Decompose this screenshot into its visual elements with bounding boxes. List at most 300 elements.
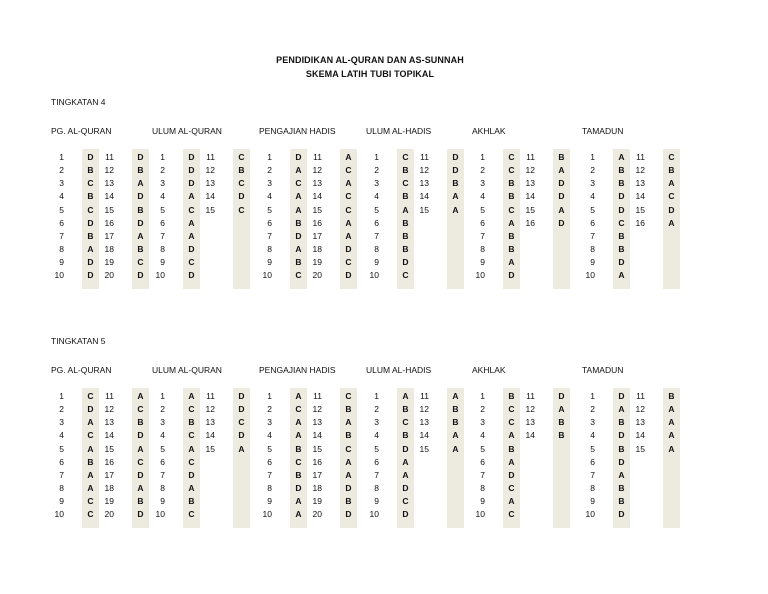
question-number: 13	[104, 417, 114, 428]
question-number: 14	[525, 430, 535, 441]
question-number: 7	[374, 230, 379, 241]
question-number: 7	[160, 230, 165, 241]
section-header: PG. AL-QURAN	[51, 126, 112, 136]
question-number: 11	[206, 391, 215, 401]
answer-key: A	[452, 430, 459, 441]
answer-key: B	[508, 391, 515, 401]
question-number: 8	[374, 483, 379, 494]
question-number: 5	[160, 443, 165, 454]
answer-key: C	[345, 191, 352, 202]
question-number: 8	[59, 483, 64, 494]
question-number: 17	[312, 469, 322, 480]
answer-key: D	[188, 469, 195, 480]
answer-key: C	[238, 204, 245, 215]
question-number: 5	[267, 204, 272, 215]
answer-key: B	[402, 230, 409, 241]
question-number: 18	[104, 483, 114, 494]
question-number: 15	[635, 443, 645, 454]
answer-key: A	[295, 191, 302, 202]
question-number: 15	[104, 443, 114, 454]
answer-key: C	[137, 257, 144, 268]
section-header: TAMADUN	[582, 365, 624, 375]
question-number: 1	[59, 391, 64, 401]
question-number: 12	[205, 165, 215, 176]
answer-key: D	[295, 152, 302, 162]
question-number: 13	[635, 417, 645, 428]
question-number: 16	[525, 217, 535, 228]
answer-key: A	[452, 443, 459, 454]
answer-key: D	[238, 391, 245, 401]
question-number: 12	[419, 165, 429, 176]
question-number: 2	[374, 165, 379, 176]
answer-key: B	[402, 191, 409, 202]
answer-key: B	[137, 204, 144, 215]
section-header: ULUM AL-QURAN	[152, 126, 222, 136]
answer-key: B	[345, 430, 352, 441]
question-number: 7	[590, 230, 595, 241]
answer-key: B	[618, 443, 625, 454]
answer-key: D	[618, 204, 625, 215]
question-number: 11	[526, 152, 535, 162]
answer-key: B	[87, 230, 94, 241]
answer-key: B	[137, 244, 144, 255]
question-number: 4	[160, 191, 165, 202]
answer-key: B	[402, 430, 409, 441]
question-number: 8	[267, 244, 272, 255]
answer-key: B	[87, 191, 94, 202]
answer-key: C	[668, 191, 675, 202]
question-number: 20	[104, 509, 114, 520]
question-number: 10	[262, 270, 272, 281]
question-number: 18	[312, 483, 322, 494]
answer-key: B	[618, 244, 625, 255]
answer-key: D	[295, 483, 302, 494]
answer-key: A	[137, 483, 144, 494]
tingkatan-label: TINGKATAN 4	[51, 97, 106, 107]
question-number: 7	[267, 230, 272, 241]
question-number: 11	[636, 152, 645, 162]
question-number: 12	[525, 165, 535, 176]
answer-key: A	[87, 244, 94, 255]
question-number: 7	[480, 469, 485, 480]
answer-key: B	[618, 165, 625, 176]
question-number: 14	[525, 191, 535, 202]
answer-key: D	[452, 165, 459, 176]
question-number: 8	[160, 483, 165, 494]
answer-key: B	[295, 469, 302, 480]
question-number: 13	[312, 178, 322, 189]
question-number: 1	[590, 391, 595, 401]
answer-key: D	[402, 483, 409, 494]
question-number: 13	[635, 178, 645, 189]
answer-key: A	[508, 217, 515, 228]
question-number: 4	[374, 191, 379, 202]
question-number: 12	[205, 404, 215, 415]
answer-key: C	[508, 417, 515, 428]
answer-key: B	[87, 456, 94, 467]
question-number: 9	[590, 496, 595, 507]
answer-key: A	[402, 469, 409, 480]
question-number: 13	[205, 178, 215, 189]
answer-key: C	[345, 257, 352, 268]
answer-key: A	[668, 404, 675, 415]
answer-key: D	[402, 257, 409, 268]
section-header: ULUM AL-HADIS	[366, 126, 432, 136]
answer-key: D	[402, 443, 409, 454]
question-number: 2	[160, 165, 165, 176]
question-number: 5	[267, 443, 272, 454]
question-number: 12	[525, 404, 535, 415]
answer-key: C	[402, 152, 409, 162]
question-number: 11	[206, 152, 215, 162]
answer-key: D	[345, 270, 352, 281]
question-number: 19	[104, 496, 114, 507]
answer-key: C	[188, 404, 195, 415]
question-number: 3	[590, 178, 595, 189]
question-number: 6	[480, 217, 485, 228]
section-header: ULUM AL-HADIS	[366, 365, 432, 375]
question-number: 10	[155, 509, 165, 520]
question-number: 15	[525, 204, 535, 215]
question-number: 15	[635, 204, 645, 215]
answer-key: A	[295, 204, 302, 215]
answer-key: A	[238, 443, 245, 454]
question-number: 4	[160, 430, 165, 441]
answer-key: A	[618, 152, 625, 162]
question-number: 12	[635, 165, 645, 176]
question-number: 11	[420, 152, 429, 162]
question-number: 9	[267, 257, 272, 268]
question-number: 6	[590, 456, 595, 467]
question-number: 13	[525, 178, 535, 189]
answer-key: D	[238, 191, 245, 202]
answer-key: A	[188, 483, 195, 494]
answer-key: D	[137, 430, 144, 441]
answer-key: C	[402, 270, 409, 281]
question-number: 4	[480, 430, 485, 441]
question-number: 2	[267, 404, 272, 415]
answer-key: B	[295, 257, 302, 268]
question-number: 11	[636, 391, 645, 401]
answer-key: A	[188, 443, 195, 454]
answer-key: C	[87, 178, 94, 189]
answer-key: D	[238, 430, 245, 441]
answer-key: B	[618, 496, 625, 507]
question-number: 7	[59, 230, 64, 241]
answer-key: B	[618, 483, 625, 494]
answer-key: A	[137, 178, 144, 189]
answer-key: C	[87, 391, 94, 401]
question-number: 1	[480, 391, 485, 401]
question-number: 14	[635, 191, 645, 202]
answer-key: A	[345, 217, 352, 228]
question-number: 10	[54, 509, 64, 520]
answer-key: A	[618, 404, 625, 415]
question-number: 15	[205, 204, 215, 215]
answer-key: A	[295, 244, 302, 255]
question-number: 9	[374, 257, 379, 268]
question-number: 8	[160, 244, 165, 255]
question-number: 11	[105, 152, 114, 162]
answer-key: C	[618, 217, 625, 228]
question-number: 5	[160, 204, 165, 215]
answer-key: C	[345, 204, 352, 215]
question-number: 9	[267, 496, 272, 507]
answer-key: A	[668, 417, 675, 428]
answer-key: B	[452, 417, 459, 428]
answer-key: B	[618, 230, 625, 241]
answer-key: C	[188, 509, 195, 520]
document-title: PENDIDIKAN AL-QURAN DAN AS-SUNNAH	[276, 55, 464, 65]
question-number: 9	[59, 496, 64, 507]
question-number: 15	[419, 443, 429, 454]
answer-key: D	[137, 191, 144, 202]
question-number: 12	[312, 165, 322, 176]
answer-key: C	[188, 257, 195, 268]
answer-key: A	[618, 270, 625, 281]
question-number: 9	[374, 496, 379, 507]
answer-key: D	[618, 430, 625, 441]
question-number: 7	[590, 469, 595, 480]
answer-key: A	[402, 456, 409, 467]
question-number: 7	[480, 230, 485, 241]
question-number: 2	[374, 404, 379, 415]
answer-key: D	[558, 217, 565, 228]
question-number: 9	[160, 496, 165, 507]
question-number: 9	[590, 257, 595, 268]
question-number: 4	[590, 430, 595, 441]
answer-key: A	[558, 165, 565, 176]
answer-key: B	[558, 417, 565, 428]
answer-key: A	[137, 391, 144, 401]
question-number: 8	[267, 483, 272, 494]
question-number: 10	[54, 270, 64, 281]
question-number: 13	[205, 417, 215, 428]
question-number: 2	[590, 165, 595, 176]
answer-key: C	[508, 404, 515, 415]
answer-key: D	[137, 270, 144, 281]
answer-key: C	[402, 178, 409, 189]
answer-key: A	[508, 257, 515, 268]
question-number: 4	[590, 191, 595, 202]
answer-key: D	[618, 456, 625, 467]
answer-key: D	[668, 204, 675, 215]
question-number: 11	[420, 391, 429, 401]
question-number: 13	[312, 417, 322, 428]
answer-key: D	[87, 152, 94, 162]
question-number: 6	[374, 456, 379, 467]
answer-key: C	[668, 152, 675, 162]
answer-key: A	[452, 191, 459, 202]
question-number: 5	[480, 204, 485, 215]
question-number: 16	[635, 217, 645, 228]
answer-key: A	[618, 469, 625, 480]
question-number: 8	[590, 244, 595, 255]
answer-key: A	[402, 391, 409, 401]
answer-key: C	[238, 178, 245, 189]
question-number: 1	[374, 152, 379, 162]
answer-key: B	[345, 404, 352, 415]
answer-key: A	[508, 430, 515, 441]
question-number: 15	[104, 204, 114, 215]
answer-key: A	[668, 430, 675, 441]
answer-key: A	[668, 178, 675, 189]
question-number: 3	[59, 178, 64, 189]
question-number: 1	[160, 391, 165, 401]
question-number: 6	[160, 217, 165, 228]
question-number: 13	[104, 178, 114, 189]
question-number: 13	[419, 417, 429, 428]
question-number: 2	[267, 165, 272, 176]
question-number: 8	[480, 244, 485, 255]
answer-key: C	[295, 456, 302, 467]
question-number: 7	[160, 469, 165, 480]
answer-key: C	[345, 443, 352, 454]
question-number: 14	[312, 191, 322, 202]
question-number: 13	[419, 178, 429, 189]
answer-key: D	[87, 270, 94, 281]
question-number: 5	[374, 204, 379, 215]
question-number: 18	[312, 244, 322, 255]
answer-key: C	[137, 404, 144, 415]
answer-key: A	[188, 191, 195, 202]
answer-key: B	[345, 496, 352, 507]
question-number: 10	[369, 270, 379, 281]
question-number: 5	[590, 443, 595, 454]
question-number: 15	[205, 443, 215, 454]
question-number: 10	[475, 270, 485, 281]
question-number: 12	[104, 404, 114, 415]
question-number: 4	[59, 191, 64, 202]
answer-key: A	[452, 204, 459, 215]
answer-key: B	[137, 165, 144, 176]
question-number: 9	[480, 496, 485, 507]
answer-key: D	[345, 483, 352, 494]
answer-key: D	[137, 509, 144, 520]
section-header: AKHLAK	[472, 126, 506, 136]
question-number: 11	[105, 391, 114, 401]
question-number: 20	[312, 270, 322, 281]
answer-key: A	[295, 165, 302, 176]
answer-key: D	[345, 509, 352, 520]
question-number: 5	[374, 443, 379, 454]
question-number: 18	[104, 244, 114, 255]
answer-key: C	[508, 483, 515, 494]
question-number: 10	[475, 509, 485, 520]
answer-key: B	[618, 178, 625, 189]
answer-key: C	[402, 417, 409, 428]
answer-key: D	[137, 217, 144, 228]
answer-key: A	[345, 469, 352, 480]
question-number: 1	[480, 152, 485, 162]
question-number: 2	[480, 165, 485, 176]
answer-key: B	[295, 443, 302, 454]
answer-key: D	[238, 404, 245, 415]
answer-key: B	[295, 217, 302, 228]
answer-key: A	[87, 443, 94, 454]
section-header: PENGAJIAN HADIS	[259, 365, 336, 375]
answer-key: B	[452, 178, 459, 189]
answer-key: D	[137, 152, 144, 162]
question-number: 6	[267, 456, 272, 467]
answer-key: C	[87, 509, 94, 520]
section-header: PG. AL-QURAN	[51, 365, 112, 375]
answer-key: B	[508, 230, 515, 241]
question-number: 14	[104, 191, 114, 202]
question-number: 5	[480, 443, 485, 454]
question-number: 15	[312, 204, 322, 215]
answer-key: C	[188, 204, 195, 215]
answer-key: C	[402, 496, 409, 507]
question-number: 14	[205, 191, 215, 202]
answer-key: A	[402, 204, 409, 215]
answer-key: C	[508, 152, 515, 162]
answer-key: C	[188, 430, 195, 441]
answer-key: C	[188, 456, 195, 467]
question-number: 10	[369, 509, 379, 520]
question-number: 1	[160, 152, 165, 162]
answer-key: A	[137, 230, 144, 241]
question-number: 3	[590, 417, 595, 428]
question-number: 9	[160, 257, 165, 268]
answer-key: A	[452, 391, 459, 401]
answer-key: D	[188, 178, 195, 189]
question-number: 4	[267, 430, 272, 441]
question-number: 9	[480, 257, 485, 268]
answer-key: A	[188, 391, 195, 401]
question-number: 6	[267, 217, 272, 228]
question-number: 8	[374, 244, 379, 255]
question-number: 3	[267, 417, 272, 428]
question-number: 15	[312, 443, 322, 454]
question-number: 8	[480, 483, 485, 494]
answer-key: D	[87, 404, 94, 415]
question-number: 12	[419, 404, 429, 415]
answer-key: B	[618, 417, 625, 428]
question-number: 10	[155, 270, 165, 281]
answer-key: A	[87, 469, 94, 480]
section-header: TAMADUN	[582, 126, 624, 136]
answer-key: A	[668, 443, 675, 454]
question-number: 19	[312, 257, 322, 268]
answer-key: A	[345, 152, 352, 162]
answer-key: B	[402, 217, 409, 228]
answer-key: A	[558, 204, 565, 215]
answer-key: B	[452, 404, 459, 415]
answer-key: C	[508, 165, 515, 176]
question-number: 16	[104, 217, 114, 228]
answer-key: A	[345, 456, 352, 467]
answer-key: C	[508, 509, 515, 520]
question-number: 3	[267, 178, 272, 189]
answer-key: A	[558, 404, 565, 415]
answer-key: A	[345, 230, 352, 241]
question-number: 4	[59, 430, 64, 441]
answer-key: C	[508, 204, 515, 215]
question-number: 6	[480, 456, 485, 467]
answer-key: C	[87, 430, 94, 441]
answer-key: C	[137, 456, 144, 467]
answer-key: D	[508, 270, 515, 281]
answer-key: C	[238, 152, 245, 162]
question-number: 7	[374, 469, 379, 480]
question-number: 12	[104, 165, 114, 176]
answer-key: D	[558, 391, 565, 401]
question-number: 5	[59, 204, 64, 215]
question-number: 17	[312, 230, 322, 241]
answer-key: D	[618, 257, 625, 268]
answer-key: D	[618, 191, 625, 202]
